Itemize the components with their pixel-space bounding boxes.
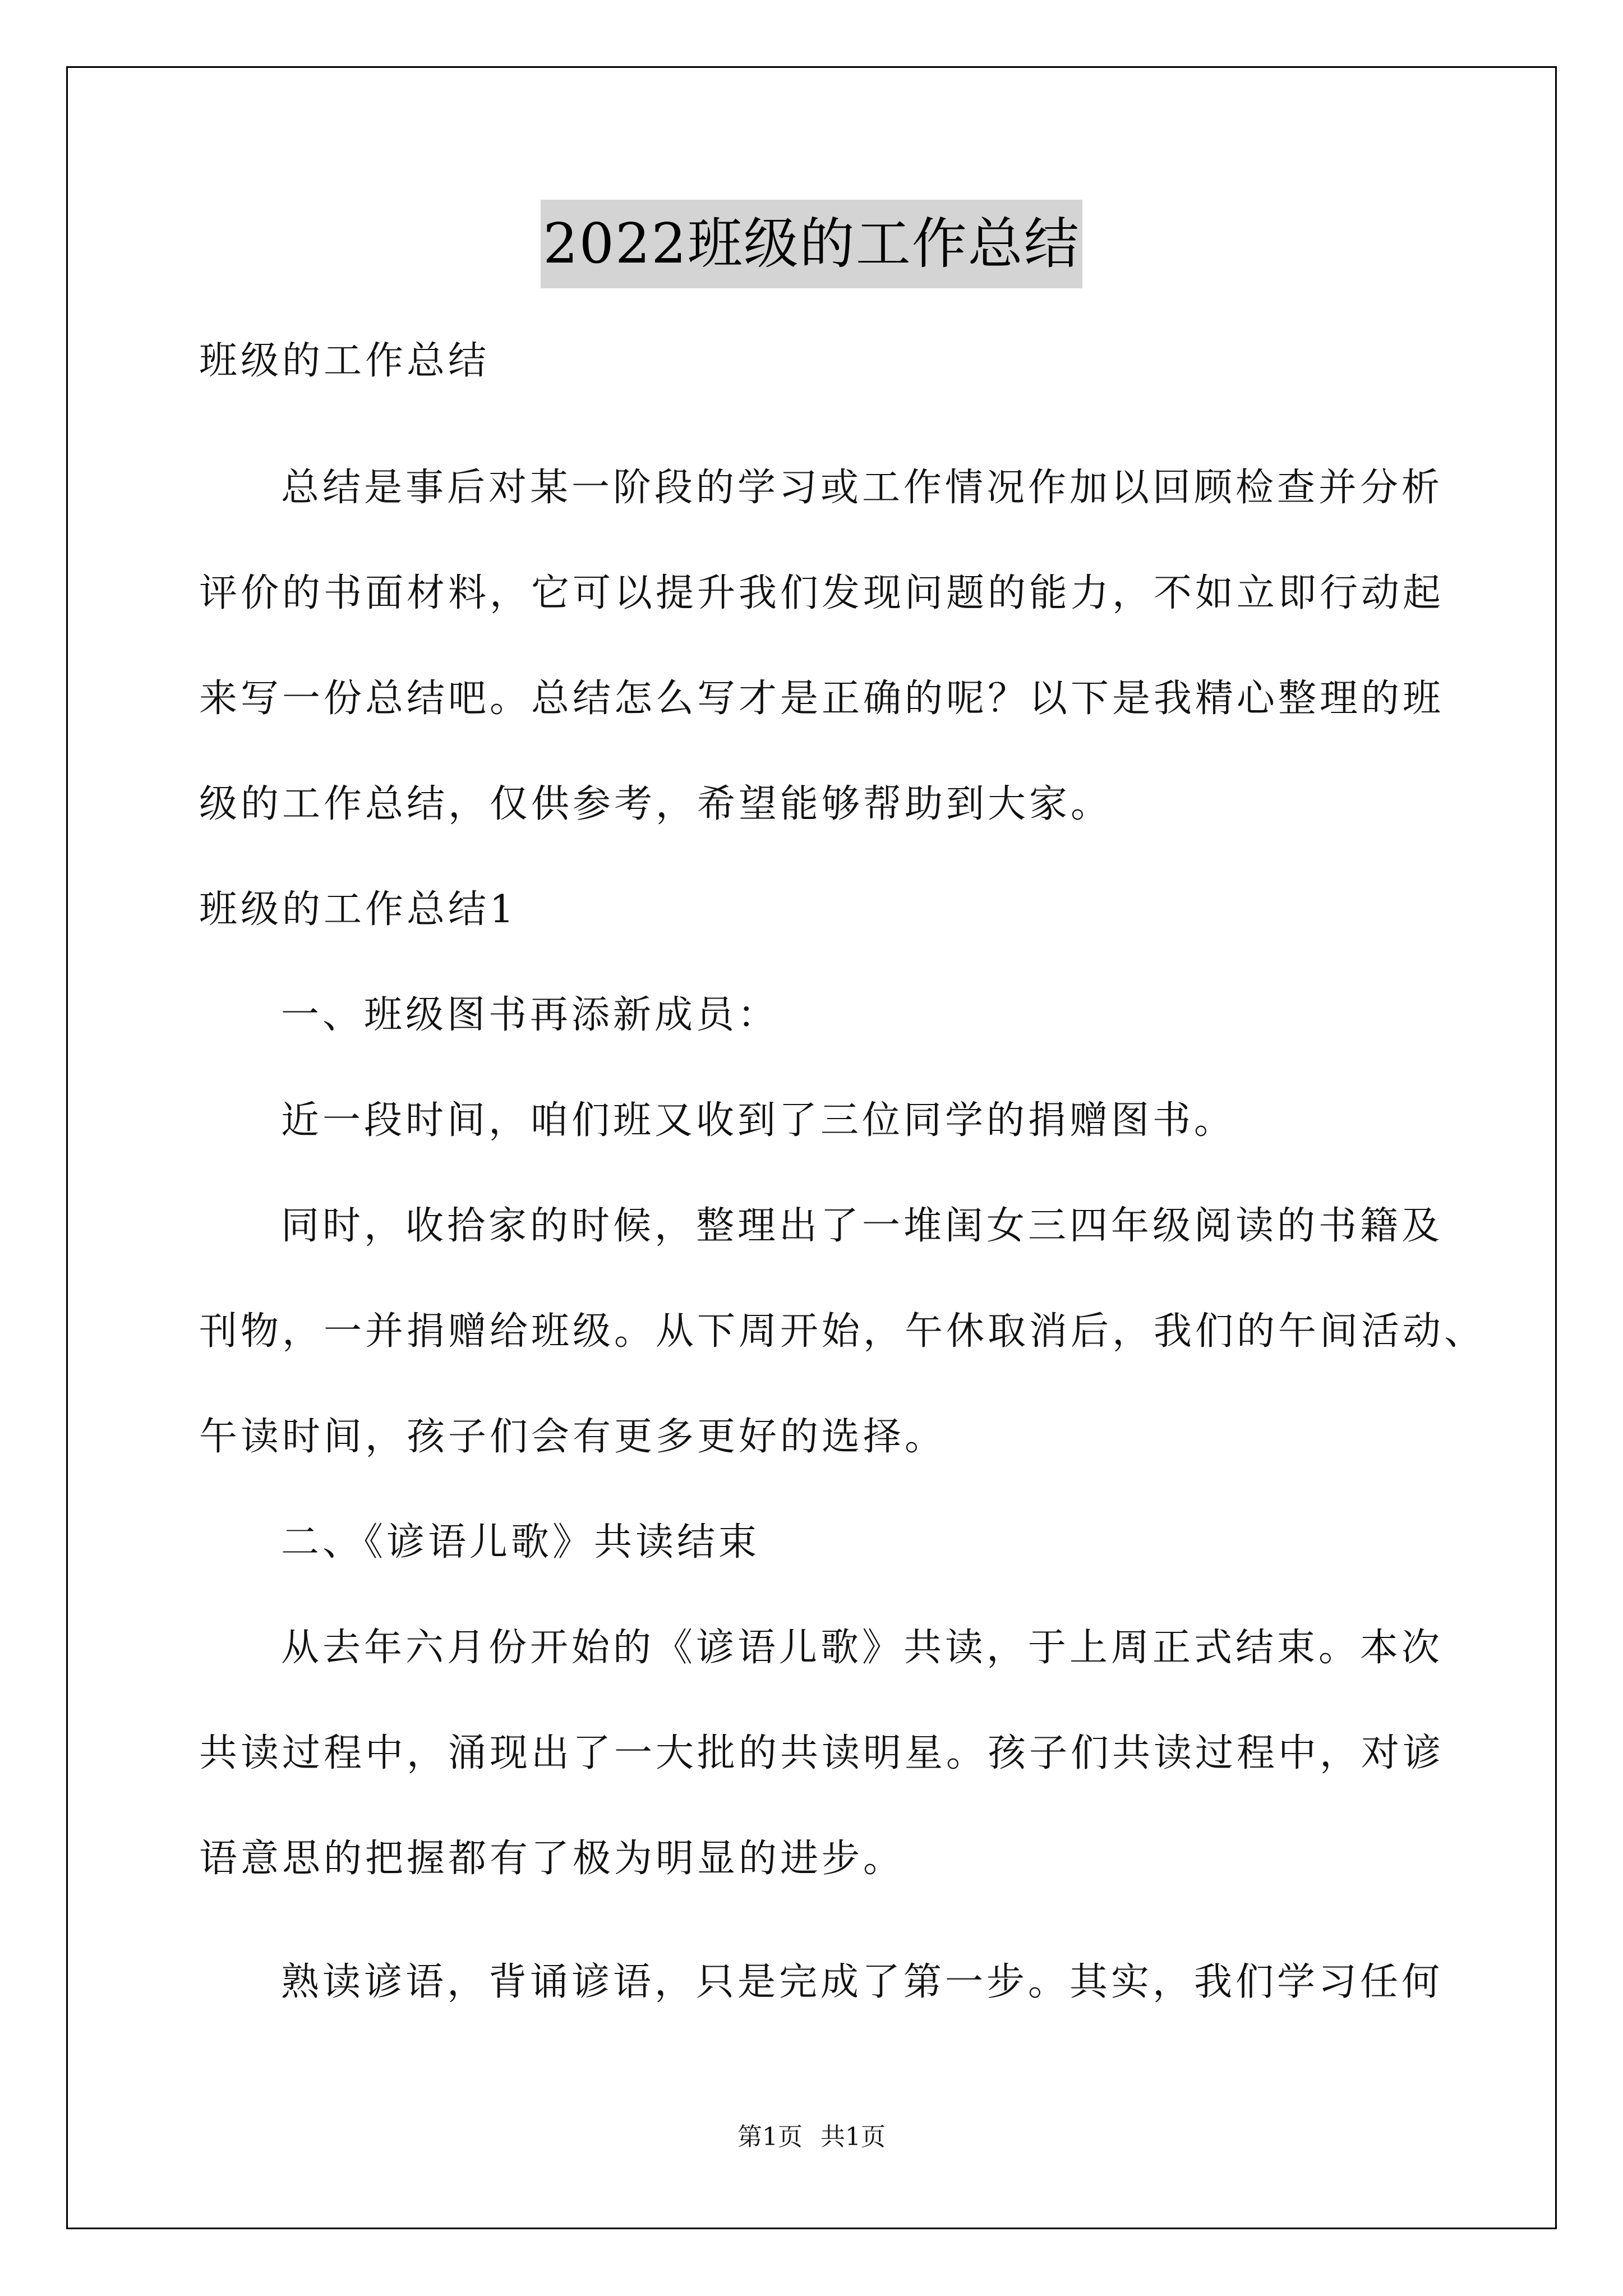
subsection-heading: 二、《谚语儿歌》共读结束 bbox=[281, 1520, 760, 1565]
paragraph-line: 级的工作总结，仅供参考，希望能够帮助到大家。 bbox=[199, 782, 1113, 826]
paragraph-line: 语意思的把握都有了极为明显的进步。 bbox=[199, 1837, 905, 1881]
section-heading: 班级的工作总结1 bbox=[199, 887, 518, 932]
paragraph-line: 同时，收拾家的时候，整理出了一堆闺女三四年级阅读的书籍及 bbox=[281, 1204, 1444, 1248]
paragraph-line: 评价的书面材料，它可以提升我们发现问题的能力，不如立即行动起 bbox=[199, 571, 1445, 615]
paragraph-line: 刊物，一并捐赠给班级。从下周开始，午休取消后，我们的午间活动、 bbox=[199, 1309, 1486, 1354]
paragraph-line: 来写一份总结吧。总结怎么写才是正确的呢？以下是我精心整理的班 bbox=[199, 677, 1445, 721]
document-title: 2022班级的工作总结 bbox=[541, 200, 1082, 288]
paragraph-line: 近一段时间，咱们班又收到了三位同学的捐赠图书。 bbox=[281, 1098, 1236, 1143]
paragraph-line: 午读时间，孩子们会有更多更好的选择。 bbox=[199, 1415, 947, 1459]
subsection-heading: 一、班级图书再添新成员： bbox=[281, 993, 780, 1037]
paragraph-line: 总结是事后对某一阶段的学习或工作情况作加以回顾检查并分析 bbox=[281, 466, 1444, 510]
paragraph-line: 共读过程中，涌现出了一大批的共读明星。孩子们共读过程中，对谚 bbox=[199, 1731, 1445, 1775]
title-container bbox=[0, 200, 1623, 288]
subtitle-line: 班级的工作总结 bbox=[199, 339, 490, 383]
page-footer: 第1页 共1页 bbox=[737, 2123, 886, 2151]
paragraph-line: 从去年六月份开始的《谚语儿歌》共读，于上周正式结束。本次 bbox=[281, 1626, 1444, 1670]
paragraph-line: 熟读谚语，背诵谚语，只是完成了第一步。其实，我们学习任何 bbox=[281, 1960, 1444, 2004]
